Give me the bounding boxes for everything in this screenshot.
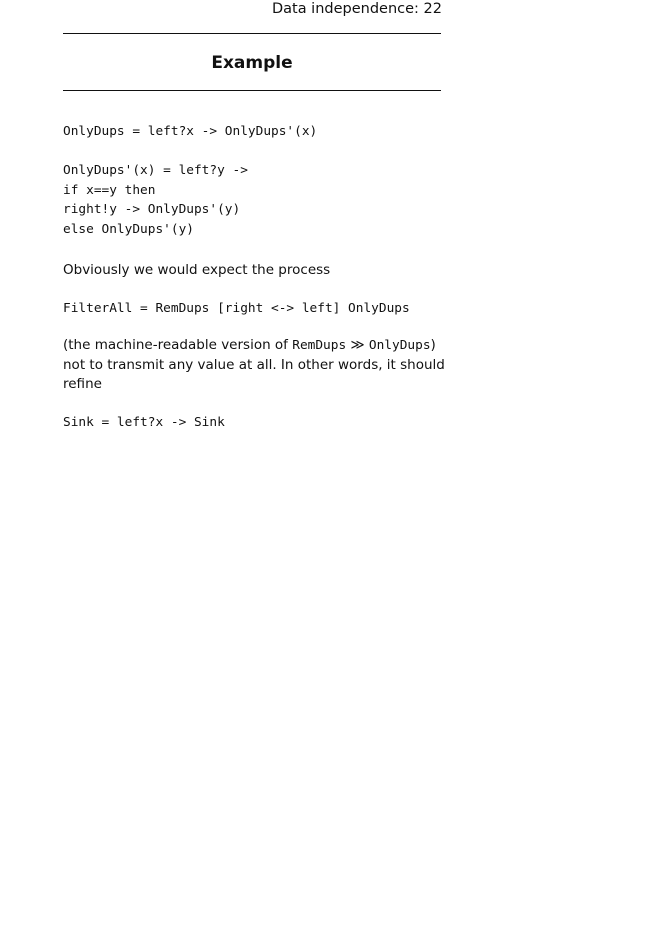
code-filterall: FilterAll = RemDups [right <-> left] OnlyDups [63, 301, 410, 316]
code-onlydups: OnlyDups = left?x -> OnlyDups'(x) [63, 124, 318, 139]
paragraph-open: (the machine-readable version of [63, 337, 293, 353]
code-line: else OnlyDups'(y) [63, 221, 194, 237]
pipe-symbol: ≫ [346, 337, 369, 353]
title-rule-bottom [63, 90, 441, 91]
onlydups-term: OnlyDups [368, 338, 431, 353]
paragraph-line-3: refine [63, 376, 102, 392]
expect-intro-text: Obviously we would expect the process [63, 262, 331, 278]
paragraph-line-1 [63, 336, 443, 356]
slide-title: Example [211, 53, 293, 73]
code-line: right!y -> OnlyDups'(y) [63, 202, 241, 217]
running-header: Data independence: 22 [271, 1, 442, 17]
code-onlydups-prime [63, 161, 248, 239]
paragraph-line-2: not to transmit any value at all. In other words, it should [63, 356, 445, 373]
remdups-term: RemDups [292, 338, 347, 353]
code-sink: Sink = left?x -> Sink [63, 415, 225, 430]
code-line: OnlyDups'(x) = left?y -> [63, 163, 248, 178]
explanation-paragraph [63, 336, 443, 395]
paragraph-close: ) [430, 337, 436, 353]
title-rule-top [63, 33, 441, 34]
code-line: if x==y then [63, 182, 156, 198]
